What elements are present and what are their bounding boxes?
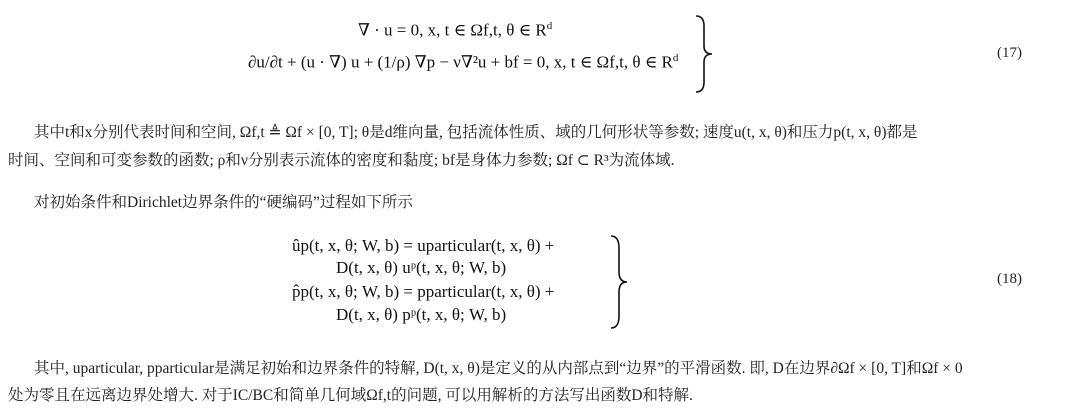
eq17-brace: [692, 14, 716, 94]
eq17-line2: [248, 52, 678, 73]
eq18-brace: [607, 234, 631, 330]
eq18-line3: p̂p(t, x, θ; W, b) = pparticular(t, x, θ) +: [292, 282, 555, 301]
eq18-line1: ûp(t, x, θ; W, b) = uparticular(t, x, θ) +: [292, 236, 555, 255]
eq17-line1-sup: d: [546, 20, 553, 32]
eq18-line2: D(t, x, θ) uᵖ(t, x, θ; W, b): [336, 258, 507, 277]
eq18-line4: D(t, x, θ) pᵖ(t, x, θ; W, b): [336, 305, 507, 324]
para3-line1: 其中, uparticular, pparticular是满足初始和边界条件的特解, D(t, x, θ)是定义的从内部点到“边界”的平滑函数. 即, D在边界∂Ωf × [0, T]和Ωf × 0: [34, 360, 963, 377]
eq17-line2-sup: d: [672, 52, 679, 64]
eq17-line2-text: ∂u/∂t + (u · ∇) u + (1/ρ) ∇p − ν∇²u + bf = 0, x, t ∈ Ωf,t, θ ∈ R: [248, 52, 673, 72]
para1-line1: 其中t和x分别代表时间和空间, Ωf,t ≜ Ωf × [0, T]; θ是d维向量, 包括流体性质、域的几何形状等参数; 速度u(t, x, θ)和压力p(t, x, θ)都是: [34, 124, 918, 141]
eq17-number: (17): [997, 45, 1022, 61]
para1-line2: 时间、空间和可变参数的函数; ρ和ν分别表示流体的密度和黏度; bf是身体力参数; Ωf ⊂ R³为流体域.: [8, 152, 675, 169]
para2: 对初始条件和Dirichlet边界条件的“硬编码”过程如下所示: [34, 194, 413, 211]
para3-line2: 处为零且在远离边界处增大. 对于IC/BC和简单几何域Ωf,t的问题, 可以用解析的方法写出函数D和特解.: [8, 387, 693, 404]
eq17-line1: [358, 20, 552, 41]
eq17-line1-text: ∇ · u = 0, x, t ∈ Ωf,t, θ ∈ R: [358, 20, 547, 40]
eq18-number: (18): [997, 271, 1022, 287]
